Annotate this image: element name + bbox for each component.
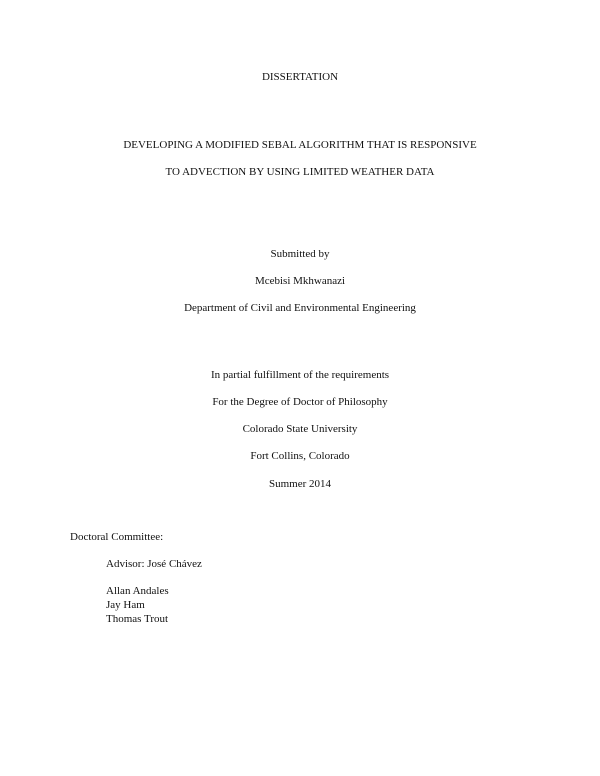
degree: For the Degree of Doctor of Philosophy (212, 396, 388, 408)
committee-member: Jay Ham (106, 599, 145, 611)
committee-member: Allan Andales (106, 585, 169, 597)
fulfillment-statement: In partial fulfillment of the requirements (210, 369, 390, 381)
document-type: DISSERTATION (261, 71, 339, 83)
location: Fort Collins, Colorado (250, 450, 350, 462)
committee-advisor: Advisor: José Chávez (106, 558, 202, 570)
university: Colorado State University (242, 423, 358, 435)
committee-member: Thomas Trout (106, 613, 169, 625)
term: Summer 2014 (268, 478, 332, 490)
committee-heading: Doctoral Committee: (70, 531, 164, 543)
submitted-by-label: Submitted by (270, 248, 330, 260)
department: Department of Civil and Environmental Engineering (184, 302, 416, 314)
author-name: Mcebisi Mkhwanazi (254, 275, 346, 287)
title-line-1: DEVELOPING A MODIFIED SEBAL ALGORITHM THAT IS RESPONSIVE (123, 139, 477, 151)
title-line-2: TO ADVECTION BY USING LIMITED WEATHER DATA (165, 166, 435, 178)
